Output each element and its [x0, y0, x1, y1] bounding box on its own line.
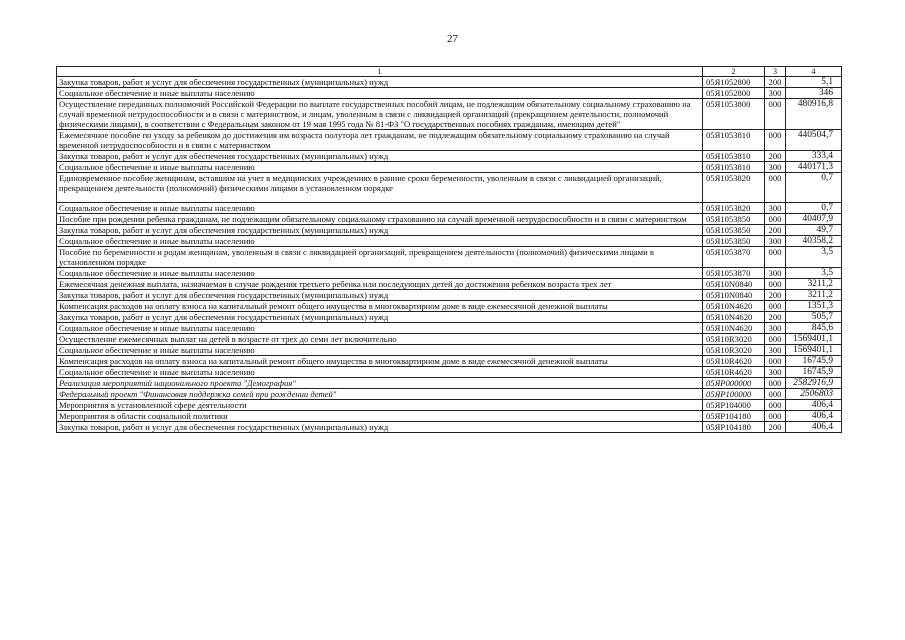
- row-amount-cell: 2582916,9: [786, 378, 842, 389]
- row-amount-cell: 1351,3: [786, 301, 842, 312]
- row-code-cell: 05Я10N4620: [703, 323, 765, 334]
- table-row: [57, 279, 842, 290]
- row-code-cell: 05Я1053850: [703, 236, 765, 247]
- row-expense-type-cell: 000: [765, 334, 786, 345]
- row-code-cell: 05ЯР100000: [703, 389, 765, 400]
- table-row: [57, 356, 842, 367]
- row-code-cell: 05Я1053810: [703, 130, 765, 151]
- row-code-cell: 05Я1053850: [703, 225, 765, 236]
- row-name-cell: Осуществление ежемесячных выплат на детей в возрасте от трех до семи лет включительно: [57, 334, 703, 345]
- row-expense-type-cell: 200: [765, 77, 786, 88]
- row-expense-type-cell: 200: [765, 290, 786, 301]
- row-code-cell: 05Я1053850: [703, 214, 765, 225]
- row-amount-cell: 505,7: [786, 312, 842, 323]
- row-expense-type-cell: 300: [765, 162, 786, 173]
- row-code-cell: 05Я1053820: [703, 173, 765, 203]
- row-expense-type-cell: 000: [765, 173, 786, 203]
- row-expense-type-cell: 000: [765, 356, 786, 367]
- row-expense-type-cell: 000: [765, 247, 786, 268]
- row-name-cell: Пособие при рождении ребенка гражданам, не подлежащим обязательному социальному страхованию на случай временной нетрудоспособности и в связи с материнством: [57, 214, 703, 225]
- row-expense-type-cell: 000: [765, 279, 786, 290]
- row-code-cell: 05Я10R3020: [703, 334, 765, 345]
- table-row: [57, 88, 842, 99]
- row-name-cell: Ежемесячная денежная выплата, назначаемая в случае рождения третьего ребенка или последующих детей до достижения ребенком возраста трех лет: [57, 279, 703, 290]
- row-amount-cell: 1569401,1: [786, 334, 842, 345]
- row-code-cell: 05ЯР000000: [703, 378, 765, 389]
- row-expense-type-cell: 300: [765, 268, 786, 279]
- table-row: [57, 301, 842, 312]
- row-code-cell: 05ЯР104000: [703, 400, 765, 411]
- table-row: [57, 247, 842, 268]
- table-row: [57, 422, 842, 433]
- row-expense-type-cell: 000: [765, 411, 786, 422]
- col-header-code: 2: [703, 67, 765, 77]
- row-name-cell: Социальное обеспечение и иные выплаты населению: [57, 162, 703, 173]
- row-expense-type-cell: 000: [765, 389, 786, 400]
- row-code-cell: 05ЯР104180: [703, 422, 765, 433]
- table-row: [57, 162, 842, 173]
- row-code-cell: 05Я1053870: [703, 247, 765, 268]
- row-name-cell: Реализация мероприятий национального проекта "Демография": [57, 378, 703, 389]
- row-name-cell: Ежемесячное пособие по уходу за ребенком до достижения им возраста полутора лет гражданам, не подлежащим обязательному социальному страхованию на случай временной нетрудоспособности и в связи с материнством: [57, 130, 703, 151]
- row-amount-cell: 2506803: [786, 389, 842, 400]
- row-amount-cell: 3,5: [786, 268, 842, 279]
- row-expense-type-cell: 200: [765, 225, 786, 236]
- row-amount-cell: 40358,2: [786, 236, 842, 247]
- row-amount-cell: 40407,9: [786, 214, 842, 225]
- row-amount-cell: 406,4: [786, 411, 842, 422]
- row-code-cell: 05Я10N4620: [703, 312, 765, 323]
- row-name-cell: Мероприятия в установленной сфере деятельности: [57, 400, 703, 411]
- row-expense-type-cell: 000: [765, 99, 786, 130]
- row-amount-cell: 346: [786, 88, 842, 99]
- row-name-cell: Мероприятия в области социальной политики: [57, 411, 703, 422]
- row-code-cell: 05Я10R4620: [703, 356, 765, 367]
- table-row: [57, 290, 842, 301]
- row-amount-cell: 3,5: [786, 247, 842, 268]
- header-row: [57, 67, 842, 77]
- row-amount-cell: 845,6: [786, 323, 842, 334]
- table-row: [57, 389, 842, 400]
- row-code-cell: 05Я10N0840: [703, 290, 765, 301]
- table-row: [57, 411, 842, 422]
- row-expense-type-cell: 300: [765, 203, 786, 214]
- row-amount-cell: 16745,9: [786, 367, 842, 378]
- table-row: [57, 151, 842, 162]
- row-expense-type-cell: 300: [765, 236, 786, 247]
- row-code-cell: 05Я10R4620: [703, 367, 765, 378]
- page-number: 27: [447, 33, 458, 45]
- row-name-cell: Закупка товаров, работ и услуг для обеспечения государственных (муниципальных) нужд: [57, 312, 703, 323]
- row-amount-cell: 0,7: [786, 203, 842, 214]
- col-header-expense-type: 3: [765, 67, 786, 77]
- row-amount-cell: 16745,9: [786, 356, 842, 367]
- table-row: [57, 225, 842, 236]
- table-row: [57, 214, 842, 225]
- row-expense-type-cell: 200: [765, 422, 786, 433]
- row-expense-type-cell: 000: [765, 400, 786, 411]
- table-row: [57, 268, 842, 279]
- row-name-cell: Закупка товаров, работ и услуг для обеспечения государственных (муниципальных) нужд: [57, 151, 703, 162]
- row-name-cell: Социальное обеспечение и иные выплаты населению: [57, 268, 703, 279]
- row-code-cell: 05Я1053810: [703, 151, 765, 162]
- table-row: [57, 378, 842, 389]
- row-expense-type-cell: 300: [765, 88, 786, 99]
- row-amount-cell: 1569401,1: [786, 345, 842, 356]
- row-amount-cell: 480916,8: [786, 99, 842, 130]
- table-row: [57, 236, 842, 247]
- row-expense-type-cell: 300: [765, 323, 786, 334]
- table-row: [57, 99, 842, 130]
- row-name-cell: Компенсация расходов на оплату взноса на капитальный ремонт общего имущества в многоквартирном доме в виде ежемесячной денежной выплаты: [57, 301, 703, 312]
- row-expense-type-cell: 000: [765, 130, 786, 151]
- row-amount-cell: 406,4: [786, 400, 842, 411]
- row-code-cell: 05Я1053870: [703, 268, 765, 279]
- row-code-cell: 05Я1052800: [703, 77, 765, 88]
- table-row: [57, 173, 842, 203]
- row-expense-type-cell: 000: [765, 214, 786, 225]
- row-name-cell: Закупка товаров, работ и услуг для обеспечения государственных (муниципальных) нужд: [57, 77, 703, 88]
- row-expense-type-cell: 200: [765, 151, 786, 162]
- row-name-cell: Социальное обеспечение и иные выплаты населению: [57, 345, 703, 356]
- row-amount-cell: 3211,2: [786, 290, 842, 301]
- table-row: [57, 77, 842, 88]
- row-name-cell: Социальное обеспечение и иные выплаты населению: [57, 367, 703, 378]
- row-amount-cell: 440171,3: [786, 162, 842, 173]
- row-name-cell: Закупка товаров, работ и услуг для обеспечения государственных (муниципальных) нужд: [57, 422, 703, 433]
- row-name-cell: Единовременное пособие женщинам, вставшим на учет в медицинских учреждениях в ранние сроки беременности, уволенным в связи с ликвидацией организаций, прекращением деятельности (полномочий) физическими лицами в установленном порядке: [57, 173, 703, 203]
- row-name-cell: Федеральный проект "Финансовая поддержка семей при рождении детей": [57, 389, 703, 400]
- row-expense-type-cell: 000: [765, 301, 786, 312]
- row-name-cell: Осуществление переданных полномочий Российской Федерации по выплате государственных пособий лицам, не подлежащим обязательному социальному страхованию на случай временной нетрудоспособности и в связи с материнством, и лицам, уволенным в связи с ликвидацией организаций (прекращением деятельности, полномочий физическими лицами), в соответствии с Федеральным законом от 19 мая 1995 года № 81-ФЗ "О государственных пособиях гражданам, имеющим детей": [57, 99, 703, 130]
- row-expense-type-cell: 300: [765, 367, 786, 378]
- budget-table: [56, 66, 842, 433]
- row-expense-type-cell: 200: [765, 312, 786, 323]
- row-code-cell: 05Я10N4620: [703, 301, 765, 312]
- row-name-cell: Социальное обеспечение и иные выплаты населению: [57, 236, 703, 247]
- row-code-cell: 05Я1052800: [703, 88, 765, 99]
- table-row: [57, 367, 842, 378]
- table-row: [57, 345, 842, 356]
- table-row: [57, 130, 842, 151]
- row-name-cell: Социальное обеспечение и иные выплаты населению: [57, 203, 703, 214]
- row-amount-cell: 406,4: [786, 422, 842, 433]
- table-row: [57, 334, 842, 345]
- row-name-cell: Закупка товаров, работ и услуг для обеспечения государственных (муниципальных) нужд: [57, 225, 703, 236]
- row-name-cell: Пособие по беременности и родам женщинам, уволенным в связи с ликвидацией организаций, прекращением деятельности (полномочий) физическими лицами в установленном порядке: [57, 247, 703, 268]
- row-name-cell: Социальное обеспечение и иные выплаты населению: [57, 323, 703, 334]
- row-expense-type-cell: 300: [765, 345, 786, 356]
- table-row: [57, 203, 842, 214]
- row-code-cell: 05Я10R3020: [703, 345, 765, 356]
- table-row: [57, 323, 842, 334]
- row-name-cell: Закупка товаров, работ и услуг для обеспечения государственных (муниципальных) нужд: [57, 290, 703, 301]
- row-name-cell: Социальное обеспечение и иные выплаты населению: [57, 88, 703, 99]
- row-amount-cell: 5,1: [786, 77, 842, 88]
- row-code-cell: 05ЯР104180: [703, 411, 765, 422]
- row-amount-cell: 49,7: [786, 225, 842, 236]
- col-header-amount: 4: [786, 67, 842, 77]
- table-row: [57, 312, 842, 323]
- row-code-cell: 05Я10N0840: [703, 279, 765, 290]
- row-amount-cell: 0,7: [786, 173, 842, 203]
- row-amount-cell: 3211,2: [786, 279, 842, 290]
- row-expense-type-cell: 000: [765, 378, 786, 389]
- row-name-cell: Компенсация расходов на оплату взноса на капитальный ремонт общего имущества в многоквартирном доме в виде ежемесячной денежной выплаты: [57, 356, 703, 367]
- row-amount-cell: 440504,7: [786, 130, 842, 151]
- row-code-cell: 05Я1053820: [703, 203, 765, 214]
- row-amount-cell: 333,4: [786, 151, 842, 162]
- col-header-name: 1: [57, 67, 703, 77]
- table-row: [57, 400, 842, 411]
- row-code-cell: 05Я1053800: [703, 99, 765, 130]
- row-code-cell: 05Я1053810: [703, 162, 765, 173]
